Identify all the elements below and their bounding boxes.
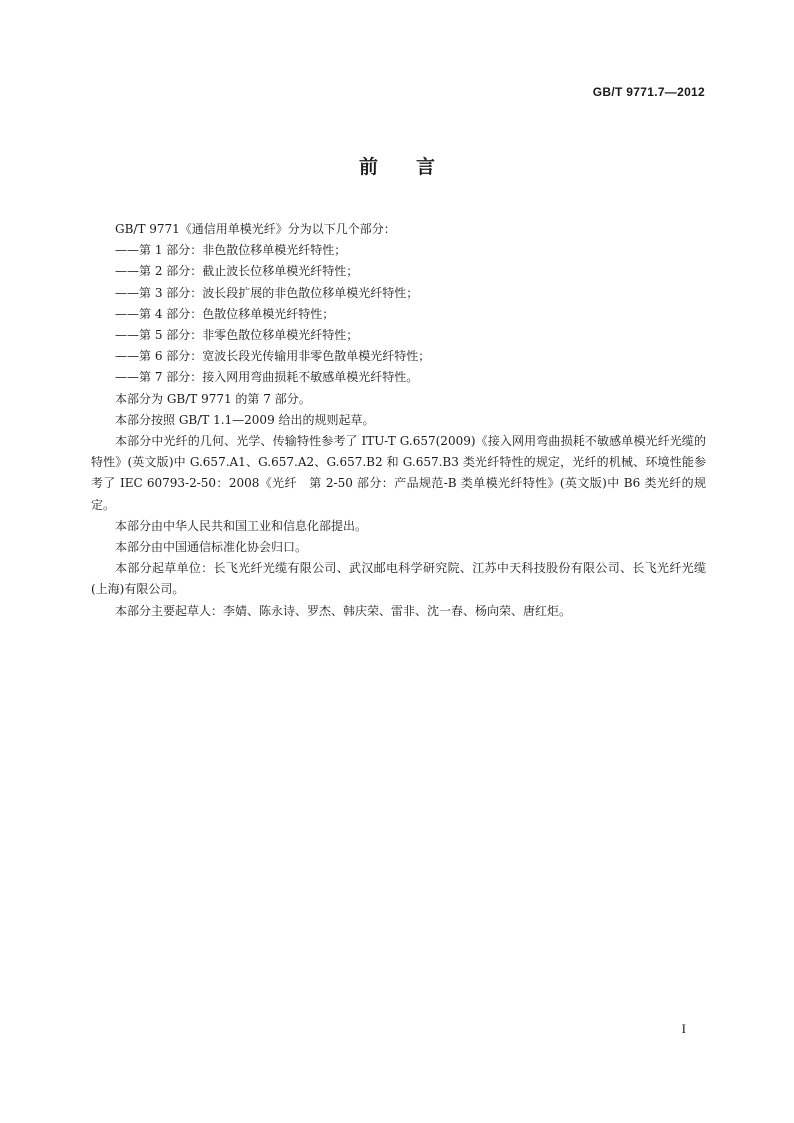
part-list-item-6: ——第 6 部分：宽波长段光传输用非零色散单模光纤特性； (115, 349, 431, 364)
page-title: 前言 (358, 156, 473, 178)
part-list-item-3: ——第 3 部分：波长段扩展的非色散位移单模光纤特性； (115, 285, 419, 300)
part-statement-paragraph: 本部分为 GB/T 9771 的第 7 部分。 (115, 391, 311, 406)
administrator-paragraph: 本部分由中国通信标准化协会归口。 (115, 540, 308, 555)
drafting-rules-paragraph: 本部分按照 GB/T 1.1—2009 给出的规则起草。 (115, 412, 375, 427)
references-paragraph: 本部分中光纤的几何、光学、传输特性参考了 ITU-T G.657(2009)《接入网用弯曲损耗不敏感单模光纤光缆的特性》(英文版)中 G.657.A1、G.657.A2、G.657.B2 和 G.657.B3 类光纤特性的规定，光纤的机械、环境性能参考了 IEC 60793-2-50：2008《光纤 第 2-50 部分：产品规范-B 类单模光纤特性》(英文版)中 B6 类光纤的规定。 (91, 434, 706, 512)
standard-number: GB/T 9771.7—2012 (592, 85, 705, 99)
proposer-paragraph: 本部分由中华人民共和国工业和信息化部提出。 (115, 518, 368, 533)
part-list-item-1: ——第 1 部分：非色散位移单模光纤特性； (115, 243, 347, 258)
intro-paragraph: GB/T 9771《通信用单模光纤》分为以下几个部分： (115, 222, 396, 236)
part-list-item-4: ——第 4 部分：色散位移单模光纤特性； (115, 306, 335, 321)
page-number: I (681, 1021, 686, 1036)
part-list-item-7: ——第 7 部分：接入网用弯曲损耗不敏感单模光纤特性。 (115, 370, 419, 385)
drafting-units-paragraph: 本部分起草单位：长飞光纤光缆有限公司、武汉邮电科学研究院、江苏中天科技股份有限公司、长飞光纤光缆(上海)有限公司。 (91, 561, 706, 597)
part-list-item-5: ——第 5 部分：非零色散位移单模光纤特性； (115, 328, 359, 343)
foreword-body (91, 219, 706, 622)
drafters-paragraph: 本部分主要起草人：李婧、陈永诗、罗杰、韩庆荣、雷非、沈一春、杨向荣、唐红炬。 (115, 603, 572, 618)
part-list-item-2: ——第 2 部分：截止波长位移单模光纤特性； (115, 264, 359, 279)
